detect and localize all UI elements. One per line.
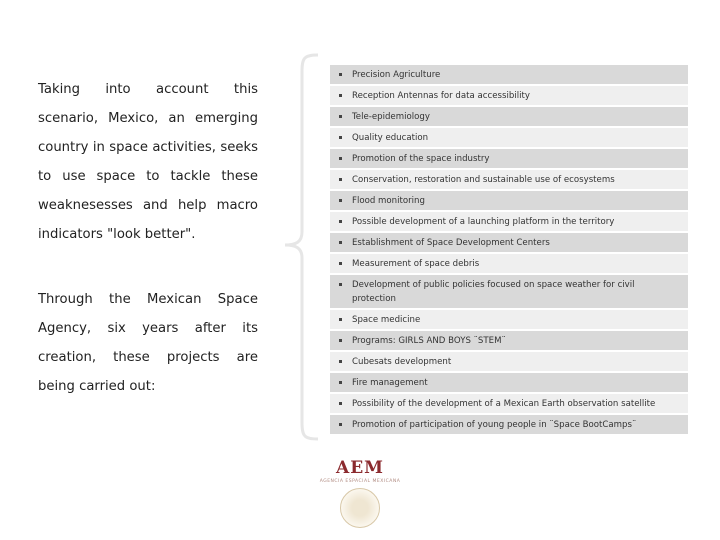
project-item: [330, 254, 688, 273]
project-item: [330, 310, 688, 329]
bullet-icon: [339, 381, 342, 384]
project-item: [330, 65, 688, 84]
project-label: Reception Antennas for data accessibility: [352, 91, 530, 101]
project-label: Precision Agriculture: [352, 70, 441, 80]
project-item: [330, 191, 688, 210]
project-list: [330, 65, 688, 436]
bullet-icon: [339, 262, 342, 265]
bullet-icon: [339, 136, 342, 139]
intro-paragraph-2: Through the Mexican Space Agency, six years after its creation, these projects are being carried out:: [38, 292, 258, 395]
project-item: [330, 128, 688, 147]
project-item: [330, 394, 688, 413]
project-item: [330, 275, 688, 308]
project-label: Establishment of Space Development Centers: [352, 238, 550, 248]
project-label: Promotion of participation of young people in ¨Space BootCamps¨: [352, 420, 637, 430]
aem-logo: [310, 458, 410, 528]
project-label: Cubesats development: [352, 357, 452, 367]
intro-paragraph-1: Taking into account this scenario, Mexico, an emerging country in space activities, seeks to use space to tackle these weaknesesses and help macro indicators "look better".: [38, 82, 258, 243]
project-label: Promotion of the space industry: [352, 154, 490, 164]
bullet-icon: [339, 339, 342, 342]
logo-name: AGENCIA ESPACIAL MEXICANA: [319, 479, 401, 484]
bullet-icon: [339, 423, 342, 426]
project-label: Quality education: [352, 133, 429, 143]
project-item: [330, 415, 688, 434]
bullet-icon: [339, 241, 342, 244]
project-item: [330, 352, 688, 371]
project-label: Programs: GIRLS AND BOYS ¨STEM¨: [352, 336, 506, 346]
project-label: Conservation, restoration and sustainable use of ecosystems: [352, 175, 615, 185]
project-item: [330, 107, 688, 126]
bullet-icon: [339, 283, 342, 286]
project-label: Possible development of a launching platform in the territory: [352, 217, 615, 227]
bullet-icon: [339, 178, 342, 181]
bullet-icon: [339, 318, 342, 321]
bullet-icon: [339, 199, 342, 202]
project-label: Space medicine: [352, 315, 421, 325]
project-item: [330, 170, 688, 189]
project-item: [330, 331, 688, 350]
bullet-icon: [339, 157, 342, 160]
project-label: Flood monitoring: [352, 196, 425, 206]
bullet-icon: [339, 360, 342, 363]
project-item: [330, 149, 688, 168]
project-label: Tele-epidemiology: [352, 112, 430, 122]
bullet-icon: [339, 73, 342, 76]
project-label: Fire management: [352, 378, 428, 388]
bullet-icon: [339, 94, 342, 97]
project-label: Measurement of space debris: [352, 259, 480, 269]
bullet-icon: [339, 115, 342, 118]
project-item: [330, 373, 688, 392]
bullet-icon: [339, 220, 342, 223]
curly-brace: [282, 52, 322, 442]
logo-acronym: AEM: [336, 458, 384, 478]
national-seal-icon: [340, 488, 380, 528]
project-item: [330, 212, 688, 231]
bullet-icon: [339, 402, 342, 405]
project-item: [330, 86, 688, 105]
project-item: [330, 233, 688, 252]
project-label: Possibility of the development of a Mexican Earth observation satellite: [352, 399, 656, 409]
project-label: Development of public policies focused on space weather for civil protection: [352, 280, 635, 304]
